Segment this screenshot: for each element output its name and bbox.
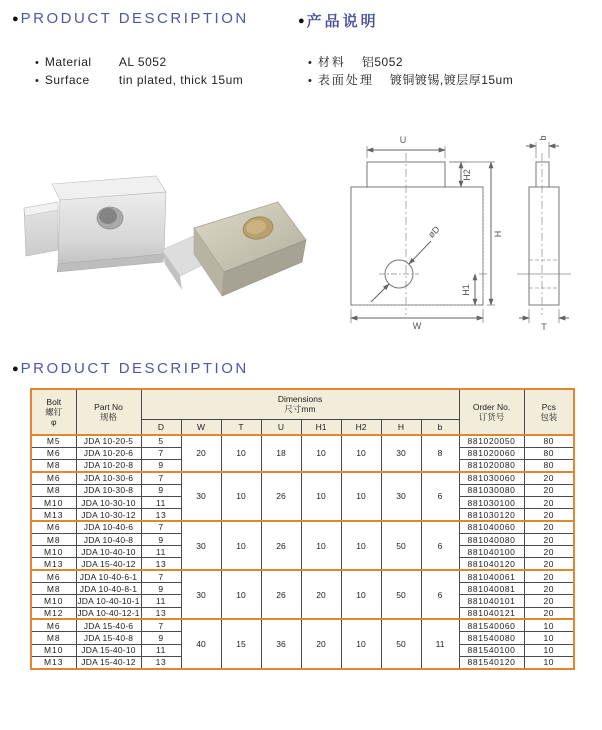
dim-d-cell: 13	[141, 509, 181, 521]
col-header-line: 螺钉	[45, 406, 63, 417]
dim-b-cell: 6	[421, 570, 459, 619]
spec-label: 表面处理	[317, 73, 374, 87]
pcs-cell: 20	[524, 484, 574, 496]
part-no-cell: JDA 10-40-12-1	[77, 608, 140, 619]
part-no-cell: JDA 15-40-12	[76, 656, 141, 668]
order-no-cell: 881040101	[459, 595, 524, 607]
dim-b-cell: 8	[421, 435, 459, 472]
list-bullet-icon: •	[308, 57, 312, 69]
part-no-cell: JDA 10-40-8	[76, 533, 141, 545]
pcs-cell: 20	[524, 509, 574, 521]
part-no-cell: JDA 10-30-10	[76, 496, 141, 508]
list-bullet-icon: •	[35, 57, 39, 69]
dim-d-cell: 11	[141, 644, 181, 656]
dim-u-cell: 26	[261, 472, 301, 521]
dim-d-cell: 5	[141, 435, 181, 447]
dim-label-u: U	[399, 135, 407, 145]
dim-w-cell: 30	[181, 570, 221, 619]
bolt-cell: M5	[31, 435, 76, 447]
dim-d-cell: 7	[141, 472, 181, 484]
col-header-order-no	[459, 389, 524, 435]
table-body	[31, 435, 574, 669]
order-no-cell: 881540120	[459, 656, 524, 668]
order-no-cell: 881040121	[459, 607, 524, 619]
dim-d-cell: 13	[141, 558, 181, 570]
part-no-cell: JDA 15-40-6	[76, 619, 141, 631]
pcs-cell: 20	[524, 496, 574, 508]
order-no-cell: 881020050	[459, 435, 524, 447]
part-no-cell: JDA 15-40-10	[76, 644, 141, 656]
part-no-cell: JDA 10-40-8-1	[76, 583, 141, 595]
pcs-cell: 80	[524, 447, 574, 459]
bolt-cell: M13	[31, 656, 76, 668]
pcs-cell: 20	[524, 558, 574, 570]
col-header-dimensions	[141, 389, 459, 419]
col-header-line: 包装	[540, 412, 558, 422]
product-photo-angled	[150, 180, 310, 345]
list-bullet-icon: •	[35, 75, 39, 87]
dim-d-cell: 13	[141, 607, 181, 619]
dim-u-cell: 26	[261, 570, 301, 619]
pcs-cell: 20	[524, 472, 574, 484]
order-no-cell: 881030120	[459, 509, 524, 521]
pcs-cell: 20	[524, 595, 574, 607]
order-no-cell: 881020080	[459, 460, 524, 472]
dim-label-h1: H1	[461, 284, 471, 296]
dim-h-cell: 50	[381, 570, 421, 619]
spec-list-en	[35, 54, 243, 90]
col-header-b: b	[421, 419, 459, 435]
dim-h-cell: 50	[381, 521, 421, 570]
pcs-cell: 20	[524, 607, 574, 619]
col-header-w: W	[181, 419, 221, 435]
dim-w-cell: 40	[181, 619, 221, 668]
dim-h1-cell: 10	[301, 521, 341, 570]
part-no-cell: JDA 10-40-10	[76, 546, 141, 558]
dim-w-cell: 30	[181, 521, 221, 570]
pcs-cell: 20	[524, 521, 574, 533]
dim-d-cell: 9	[141, 460, 181, 472]
dim-d-cell: 9	[141, 533, 181, 545]
part-no-cell: JDA 10-40-10-1	[77, 596, 140, 606]
table-row	[31, 570, 574, 582]
dim-b-cell: 11	[421, 619, 459, 668]
pcs-cell: 10	[524, 656, 574, 668]
order-no-cell: 881540100	[459, 644, 524, 656]
order-no-cell: 881040080	[459, 533, 524, 545]
dim-b-cell: 6	[421, 521, 459, 570]
order-no-cell: 881540080	[459, 632, 524, 644]
table-row	[31, 521, 574, 533]
spec-table-container	[30, 388, 575, 670]
part-no-cell: JDA 10-30-12	[76, 509, 141, 521]
order-no-cell: 881540060	[459, 619, 524, 631]
dimension-drawing	[333, 128, 595, 338]
dim-h1-cell: 10	[301, 435, 341, 472]
dim-d-cell: 7	[141, 447, 181, 459]
dim-t-cell: 10	[221, 472, 261, 521]
col-header-part-no	[76, 389, 141, 435]
part-no-cell: JDA 10-40-6-1	[76, 570, 141, 582]
bolt-cell: M10	[31, 595, 76, 607]
dim-label-t: T	[541, 322, 547, 332]
dim-u-cell: 26	[261, 521, 301, 570]
dim-w-cell: 20	[181, 435, 221, 472]
order-no-cell: 881030100	[459, 496, 524, 508]
dim-h2-cell: 10	[341, 521, 381, 570]
part-no-cell: JDA 15-40-8	[76, 632, 141, 644]
bullet-icon: ●	[12, 362, 19, 375]
table-row	[31, 472, 574, 484]
dim-d-cell: 7	[141, 521, 181, 533]
dim-d-cell: 7	[141, 619, 181, 631]
col-header-line: φ	[50, 417, 57, 428]
bolt-cell: M6	[31, 521, 76, 533]
dim-h-cell: 50	[381, 619, 421, 668]
spec-value: tin plated, thick 15um	[118, 73, 244, 87]
pcs-cell: 10	[524, 632, 574, 644]
bolt-cell: M10	[31, 496, 76, 508]
dim-label-d: øD	[426, 224, 442, 240]
table-section-title: PRODUCT DESCRIPTION	[20, 360, 249, 377]
bolt-cell: M6	[31, 570, 76, 582]
order-no-cell: 881040120	[459, 558, 524, 570]
order-no-cell: 881030080	[459, 484, 524, 496]
bolt-cell: M13	[31, 558, 76, 570]
spec-list-zh	[308, 54, 513, 90]
dim-h2-cell: 10	[341, 619, 381, 668]
dim-d-cell: 11	[141, 496, 181, 508]
bolt-cell: M12	[31, 607, 76, 619]
col-header-h2: H2	[341, 419, 381, 435]
dim-h-cell: 30	[381, 472, 421, 521]
dim-d-cell: 9	[141, 632, 181, 644]
part-no-cell: JDA 10-40-6	[76, 521, 141, 533]
col-header-bolt	[31, 389, 76, 435]
dim-d-cell: 7	[141, 570, 181, 582]
col-header-u: U	[261, 419, 301, 435]
spec-material-en	[35, 54, 243, 72]
pcs-cell: 20	[524, 570, 574, 582]
spec-surface-zh	[308, 72, 513, 90]
col-header-t: T	[221, 419, 261, 435]
col-header-h: H	[381, 419, 421, 435]
bolt-cell: M10	[31, 546, 76, 558]
dim-u-cell: 36	[261, 619, 301, 668]
dim-t-cell: 10	[221, 521, 261, 570]
order-no-cell: 881040081	[459, 583, 524, 595]
col-header-h1: H1	[301, 419, 341, 435]
dim-h2-cell: 10	[341, 472, 381, 521]
dim-h1-cell: 20	[301, 570, 341, 619]
bolt-cell: M6	[31, 472, 76, 484]
col-header-line: 尺寸mm	[284, 404, 316, 415]
part-no-cell: JDA 10-20-6	[76, 447, 141, 459]
dim-d-cell: 13	[141, 656, 181, 668]
bullet-icon: ●	[12, 12, 19, 25]
bolt-cell: M8	[31, 484, 76, 496]
list-bullet-icon: •	[308, 75, 312, 87]
dim-d-cell: 11	[141, 595, 181, 607]
spec-value: AL 5052	[118, 55, 167, 69]
product-description-title-table	[12, 360, 249, 377]
bolt-cell: M6	[31, 447, 76, 459]
dim-label-b: b	[538, 135, 548, 141]
spec-label: Material	[44, 55, 92, 69]
bolt-cell: M13	[31, 509, 76, 521]
product-description-title-en	[12, 10, 249, 27]
bolt-cell: M8	[31, 533, 76, 545]
bullet-icon: ●	[298, 14, 305, 27]
order-no-cell: 881020060	[459, 447, 524, 459]
spec-material-zh	[308, 54, 513, 72]
col-header-pcs	[524, 389, 574, 435]
spec-table	[30, 388, 575, 670]
pcs-cell: 20	[524, 583, 574, 595]
order-no-cell: 881040060	[459, 521, 524, 533]
dim-d-cell: 9	[141, 484, 181, 496]
dim-b-cell: 6	[421, 472, 459, 521]
dim-label-h2: H2	[462, 169, 472, 181]
col-header-line: Part No	[94, 401, 123, 412]
order-no-cell: 881040061	[459, 570, 524, 582]
part-no-cell: JDA 10-20-8	[76, 460, 141, 472]
dim-label-w: W	[412, 321, 422, 331]
bolt-cell: M8	[31, 583, 76, 595]
page-title-zh: 产品说明	[306, 13, 379, 30]
col-header-line: Dimensions	[277, 394, 323, 405]
bolt-cell: M6	[31, 619, 76, 631]
bolt-cell: M10	[31, 644, 76, 656]
dim-h1-cell: 10	[301, 472, 341, 521]
table-row	[31, 619, 574, 631]
pcs-cell: 10	[524, 644, 574, 656]
order-no-cell: 881030060	[459, 472, 524, 484]
spec-label: 材料	[317, 55, 346, 69]
spec-label: Surface	[44, 73, 90, 87]
dim-h2-cell: 10	[341, 570, 381, 619]
dim-d-cell: 11	[141, 546, 181, 558]
col-header-line: 规格	[99, 412, 117, 422]
dim-t-cell: 15	[221, 619, 261, 668]
spec-value: 镀铜镀锡,镀层厚15um	[389, 73, 514, 87]
pcs-cell: 10	[524, 619, 574, 631]
col-header-line: Bolt	[46, 396, 62, 407]
product-description-title-zh	[298, 10, 379, 31]
table-row	[31, 435, 574, 447]
bolt-cell: M8	[31, 632, 76, 644]
part-no-cell: JDA 10-20-5	[76, 435, 141, 447]
part-no-cell: JDA 10-30-6	[76, 472, 141, 484]
dim-t-cell: 10	[221, 435, 261, 472]
dim-h2-cell: 10	[341, 435, 381, 472]
page-title: PRODUCT DESCRIPTION	[20, 10, 249, 27]
part-no-cell: JDA 15-40-12	[76, 558, 141, 570]
dim-h-cell: 30	[381, 435, 421, 472]
dim-u-cell: 18	[261, 435, 301, 472]
part-no-cell: JDA 10-30-8	[76, 484, 141, 496]
col-header-d: D	[141, 419, 181, 435]
bolt-cell: M8	[31, 460, 76, 472]
dim-h1-cell: 20	[301, 619, 341, 668]
pcs-cell: 20	[524, 546, 574, 558]
col-header-line: 订货号	[478, 412, 505, 422]
order-no-cell: 881040100	[459, 546, 524, 558]
dim-t-cell: 10	[221, 570, 261, 619]
spec-surface-en	[35, 72, 243, 90]
spec-value: 铝5052	[361, 55, 404, 69]
col-header-line: Order No.	[472, 401, 511, 412]
dim-d-cell: 9	[141, 583, 181, 595]
pcs-cell: 20	[524, 533, 574, 545]
dim-w-cell: 30	[181, 472, 221, 521]
pcs-cell: 80	[524, 435, 574, 447]
pcs-cell: 80	[524, 460, 574, 472]
dim-label-h: H	[493, 230, 503, 238]
col-header-line: Pcs	[541, 401, 556, 412]
